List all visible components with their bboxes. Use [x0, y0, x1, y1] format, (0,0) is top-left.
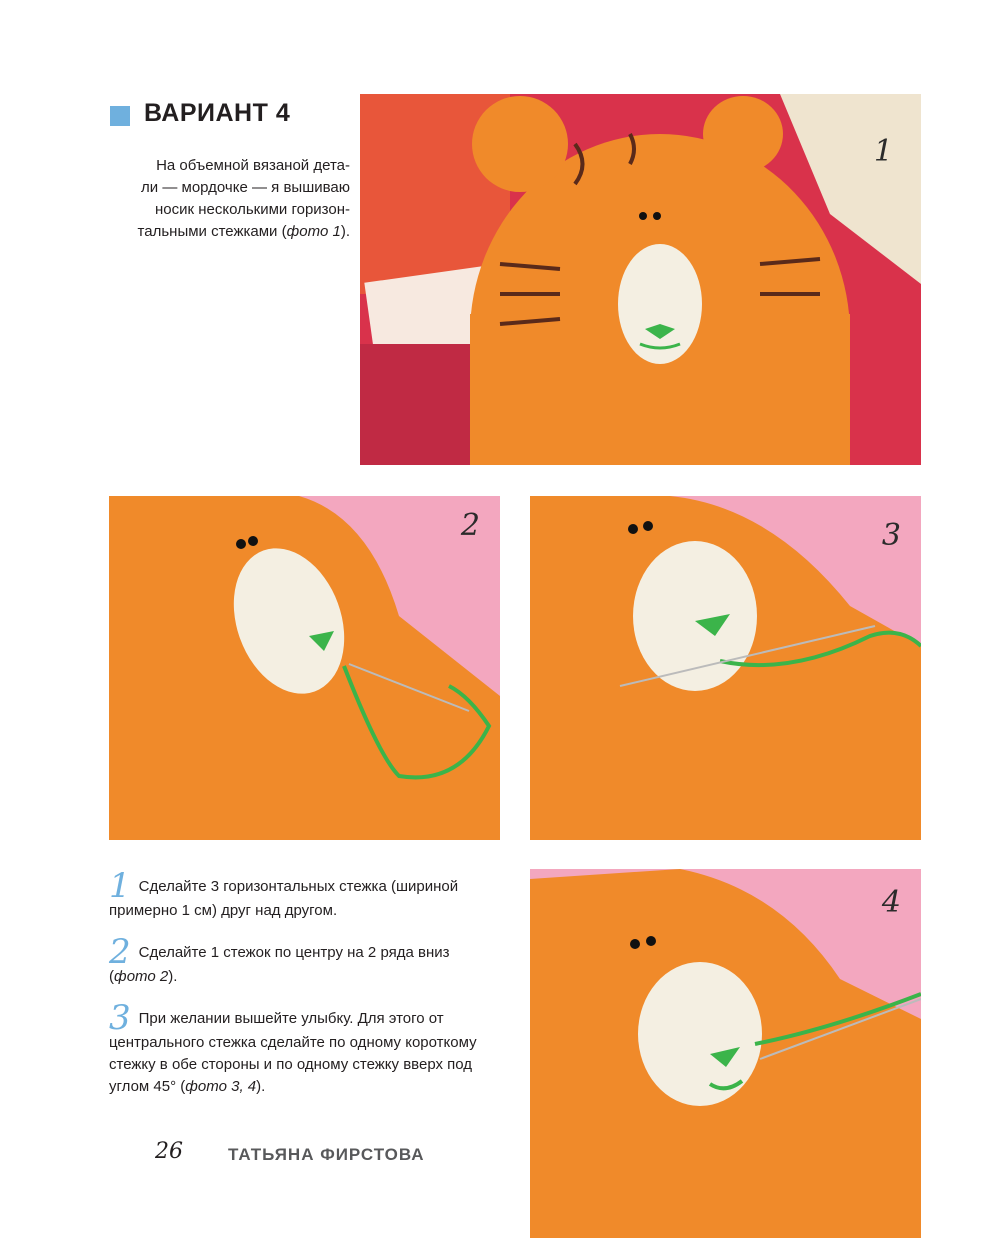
step-text-end: ).	[168, 968, 178, 985]
step-text: Сделайте 1 стежок по центру на 2 ряда вниз (	[109, 944, 450, 985]
step-number: 1	[109, 866, 131, 906]
photo-reference: фото 1	[286, 223, 341, 240]
intro-line: ли — мордочке — я вышиваю	[141, 179, 350, 196]
step-text-end: ).	[256, 1078, 266, 1095]
intro-line: носик несколькими горизон-	[154, 201, 350, 218]
step-text: Сделайте 3 горизонтальных стежка (шириной примерно 1 см) друг над другом.	[109, 878, 459, 919]
photo-4-illustration	[530, 869, 921, 1238]
step-text: При желании вышейте улыбку. Для этого от центрального стежка сделайте по одному короткому стежку в обе стороны и по одному стежку вверх под углом 45° (	[109, 1010, 477, 1095]
photo-reference: фото 3, 4	[185, 1078, 257, 1095]
photo-1	[360, 94, 921, 465]
page-number: 26	[155, 1139, 183, 1164]
section-marker	[110, 106, 130, 126]
step-number: 3	[109, 998, 131, 1038]
step-item	[109, 998, 489, 1098]
step-number: 2	[109, 932, 131, 972]
intro-text-end: ).	[340, 223, 350, 240]
photo-1-illustration	[360, 94, 921, 465]
intro-line-last	[110, 221, 350, 243]
photo-label: 3	[881, 518, 901, 553]
photo-2	[109, 496, 500, 840]
intro-text: тальными стежками (	[137, 223, 287, 240]
photo-3	[530, 496, 921, 840]
steps-list	[109, 866, 489, 1114]
intro-line: На объемной вязаной дета-	[156, 157, 350, 174]
photo-label: 2	[460, 508, 480, 543]
photo-reference: фото 2	[114, 968, 169, 985]
photo-label: 1	[873, 134, 893, 169]
author-name: ТАТЬЯНА ФИРСТОВА	[228, 1145, 425, 1164]
photo-3-illustration	[530, 496, 921, 840]
photo-label: 4	[881, 885, 901, 920]
intro-paragraph	[110, 155, 350, 243]
step-item	[109, 932, 489, 988]
photo-4	[530, 869, 921, 1238]
photo-2-illustration	[109, 496, 500, 840]
step-item	[109, 866, 489, 922]
section-heading: ВАРИАНТ 4	[144, 99, 291, 127]
